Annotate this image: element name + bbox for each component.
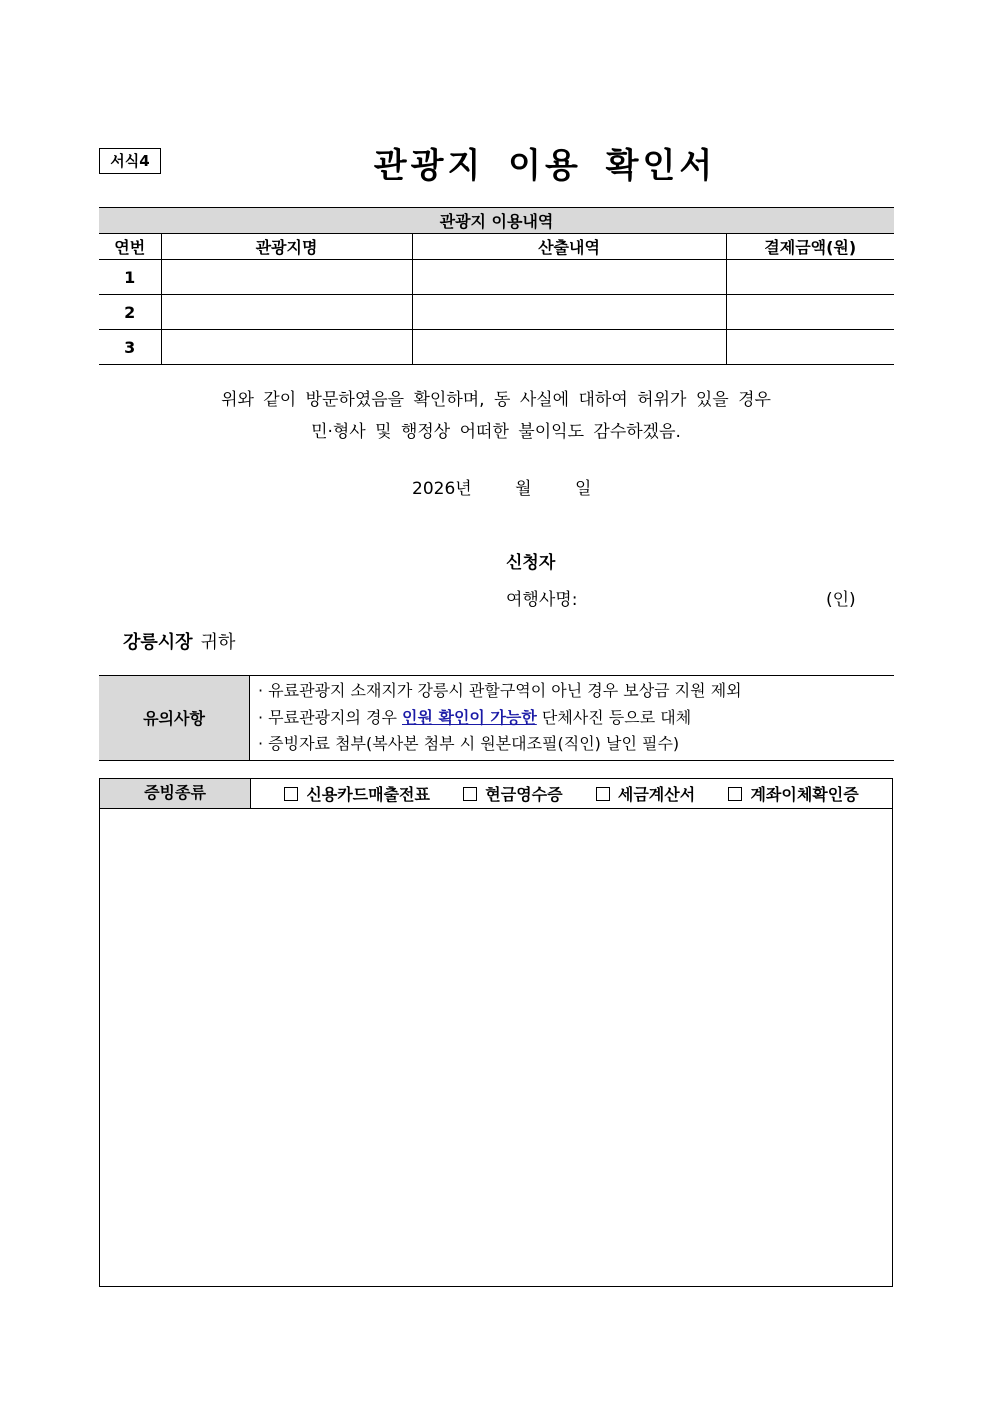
evidence-option-tax-invoice[interactable] (596, 782, 695, 805)
note-line-2 (258, 705, 894, 732)
row-number: 3 (99, 330, 161, 365)
note-line-2-prefix: · 무료관광지의 경우 (258, 707, 402, 727)
column-header-site: 관광지명 (161, 234, 412, 260)
agency-name-label: 여행사명: (506, 590, 578, 610)
recipient-suffix: 귀하 (200, 632, 236, 653)
evidence-option-cash-receipt[interactable] (463, 782, 562, 805)
column-header-detail: 산출내역 (412, 234, 726, 260)
usage-table (99, 207, 894, 365)
note-line-2-suffix: 단체사진 등으로 대체 (536, 707, 692, 727)
evidence-box (99, 778, 893, 1287)
date-month: 월 (515, 479, 532, 499)
checkbox-icon[interactable] (463, 787, 477, 801)
notes-row (99, 676, 894, 761)
site-name-cell[interactable] (161, 295, 412, 330)
amount-cell[interactable] (726, 260, 894, 295)
evidence-option-label: 세금계산서 (617, 785, 696, 804)
evidence-options (251, 779, 892, 808)
checkbox-icon[interactable] (596, 787, 610, 801)
amount-cell[interactable] (726, 330, 894, 365)
evidence-option-card-receipt[interactable] (284, 782, 430, 805)
table-row (99, 295, 894, 330)
statement-line-2: 민·형사 및 행정상 어떠한 불이익도 감수하겠음. (311, 422, 681, 442)
evidence-option-label: 신용카드매출전표 (306, 785, 430, 804)
seal-mark: (인) (826, 590, 856, 610)
usage-table-caption: 관광지 이용내역 (99, 208, 894, 234)
date-year: 2026년 (412, 479, 472, 499)
applicant-label: 신청자 (506, 553, 556, 573)
evidence-label: 증빙종류 (100, 779, 251, 808)
site-name-cell[interactable] (161, 260, 412, 295)
form-code-badge: 서식4 (99, 148, 161, 174)
site-name-cell[interactable] (161, 330, 412, 365)
date-day: 일 (574, 479, 592, 499)
recipient-line (123, 628, 235, 654)
detail-cell[interactable] (412, 260, 726, 295)
evidence-attachment-area[interactable] (100, 809, 892, 1286)
row-number: 1 (99, 260, 161, 295)
notes-label: 유의사항 (99, 676, 250, 761)
detail-cell[interactable] (412, 295, 726, 330)
column-header-number: 연번 (99, 234, 161, 260)
usage-table-header-row (99, 234, 894, 260)
note-line-3: · 증빙자료 첨부(복사본 첨부 시 원본대조필(직인) 날인 필수) (258, 734, 680, 753)
notes-table (99, 675, 894, 761)
evidence-option-transfer-confirmation[interactable] (728, 782, 858, 805)
checkbox-icon[interactable] (284, 787, 298, 801)
statement-line-1: 위와 같이 방문하였음을 확인하며, 동 사실에 대하여 허위가 있을 경우 (221, 390, 771, 410)
amount-cell[interactable] (726, 295, 894, 330)
document-title: 관광지 이용 확인서 (373, 146, 717, 186)
detail-cell[interactable] (412, 330, 726, 365)
usage-table-caption-row (99, 208, 894, 234)
note-highlight-link: 인원 확인이 가능한 (402, 707, 537, 727)
column-header-amount: 결제금액(원) (726, 234, 894, 260)
checkbox-icon[interactable] (728, 787, 742, 801)
evidence-header (100, 779, 892, 809)
evidence-option-label: 현금영수증 (485, 785, 563, 804)
table-row (99, 260, 894, 295)
notes-body (250, 676, 895, 761)
date-line (412, 474, 591, 499)
row-number: 2 (99, 295, 161, 330)
table-row (99, 330, 894, 365)
recipient-name: 강릉시장 (123, 632, 193, 653)
note-line-1: · 유료관광지 소재지가 강릉시 관할구역이 아닌 경우 보상금 지원 제외 (258, 681, 742, 700)
evidence-option-label: 계좌이체확인증 (750, 785, 859, 804)
